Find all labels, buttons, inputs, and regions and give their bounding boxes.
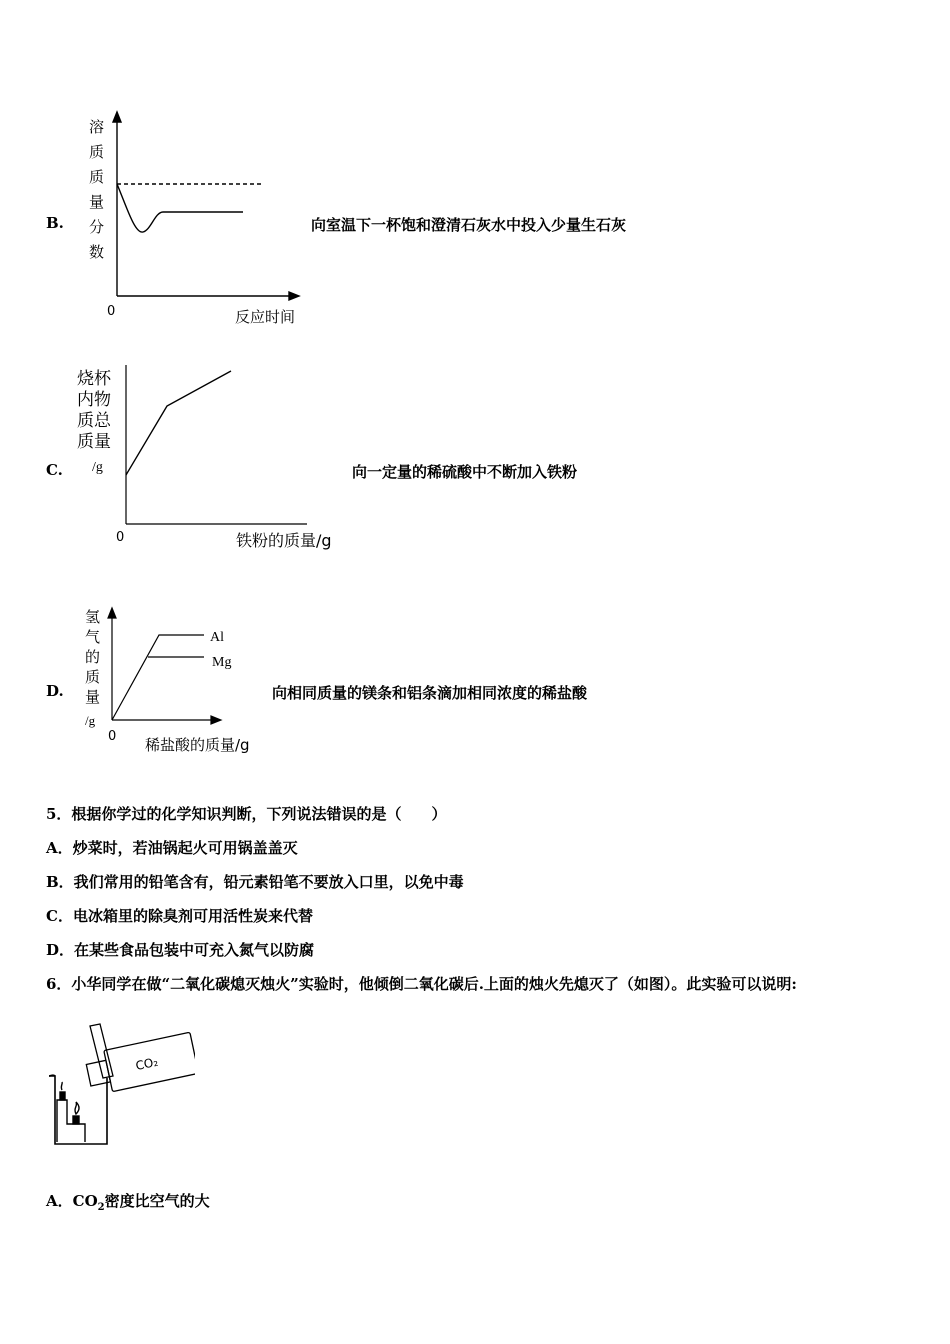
question6-option-a — [46, 1190, 210, 1213]
option-c-chart — [75, 360, 355, 555]
option-c-caption: 向一定量的稀硫酸中不断加入铁粉 — [352, 463, 578, 481]
option-b-chart — [75, 108, 315, 330]
option-c-letter: C. — [46, 461, 63, 479]
c-ylabel-4: /g — [92, 460, 103, 475]
upper-extinguished-icon — [61, 1082, 62, 1090]
b-x-arrow — [289, 292, 299, 300]
b-ylabel-4: 分 — [89, 218, 105, 236]
b-ylabel-5: 数 — [89, 243, 105, 261]
option-d-caption: 向相同质量的镁条和铝条滴加相同浓度的稀盐酸 — [272, 684, 588, 702]
c-ylabel-1: 内物 — [77, 390, 111, 410]
beaker — [49, 1075, 107, 1144]
d-ylabel-5: /g — [85, 713, 96, 728]
d-legend-al: Al — [210, 630, 224, 645]
d-ylabel-1: 气 — [85, 628, 101, 646]
c-origin: 0 — [116, 530, 125, 545]
c-xlabel: 铁粉的质量/g — [236, 531, 332, 550]
d-ylabel-0: 氢 — [85, 608, 101, 626]
d-legend-mg: Mg — [212, 655, 232, 670]
b-curve — [117, 184, 243, 232]
co2-bottle — [84, 1032, 195, 1096]
d-origin: 0 — [108, 729, 117, 744]
d-ylabel-3: 质 — [85, 668, 101, 686]
b-ylabel-1: 质 — [89, 143, 105, 161]
b-ylabel-2: 质 — [89, 168, 105, 186]
lower-flame-icon — [75, 1102, 79, 1114]
question5-option-c: C．电冰箱里的除臭剂可用活性炭来代替 — [46, 907, 313, 925]
d-xlabel: 稀盐酸的质量/g — [145, 736, 250, 754]
option-d-letter: D. — [46, 682, 64, 700]
candle-stairs — [57, 1082, 85, 1142]
d-ylabel-4: 量 — [85, 688, 101, 706]
question6-option-a-prefix: A．CO — [46, 1192, 98, 1210]
d-x-arrow — [211, 716, 221, 724]
question5-option-d: D．在某些食品包装中可充入氮气以防腐 — [46, 941, 315, 959]
co2-bottle-label: CO₂ — [134, 1054, 160, 1074]
question5-option-b: B．我们常用的铅笔含有，铅元素铅笔不要放入口里，以免中毒 — [46, 873, 464, 891]
option-b-letter: B. — [46, 214, 64, 232]
question6-stem: 6．小华同学在做“二氧化碳熄灭烛火”实验时，他倾倒二氧化碳后.上面的烛火先熄灭了（如图）。此实验可以说明: — [46, 975, 797, 993]
c-ylabel-2: 质总 — [77, 411, 111, 431]
co2-experiment-figure — [45, 1020, 195, 1150]
b-origin: 0 — [107, 304, 116, 319]
c-ylabel-0: 烧杯 — [77, 369, 111, 389]
question5-option-a: A．炒菜时，若油锅起火可用锅盖盖灭 — [46, 839, 298, 857]
option-b-caption: 向室温下一杯饱和澄清石灰水中投入少量生石灰 — [311, 216, 627, 234]
d-al-line — [112, 635, 204, 720]
option-d-chart — [75, 602, 275, 762]
question6-option-a-sub: 2 — [97, 1202, 105, 1213]
b-ylabel-3: 量 — [89, 193, 105, 211]
question5-stem: 5．根据你学过的化学知识判断，下列说法错误的是（ ） — [46, 805, 447, 823]
b-y-arrow — [113, 112, 121, 122]
b-ylabel-0: 溶 — [89, 118, 105, 136]
d-y-arrow — [108, 608, 116, 618]
b-xlabel: 反应时间 — [235, 308, 296, 326]
c-ylabel-3: 质量 — [77, 432, 111, 452]
d-ylabel-2: 的 — [85, 648, 101, 666]
c-line — [126, 371, 231, 475]
question6-option-a-suffix: 密度比空气的大 — [104, 1192, 210, 1210]
co2-bottle-neck — [90, 1024, 113, 1078]
